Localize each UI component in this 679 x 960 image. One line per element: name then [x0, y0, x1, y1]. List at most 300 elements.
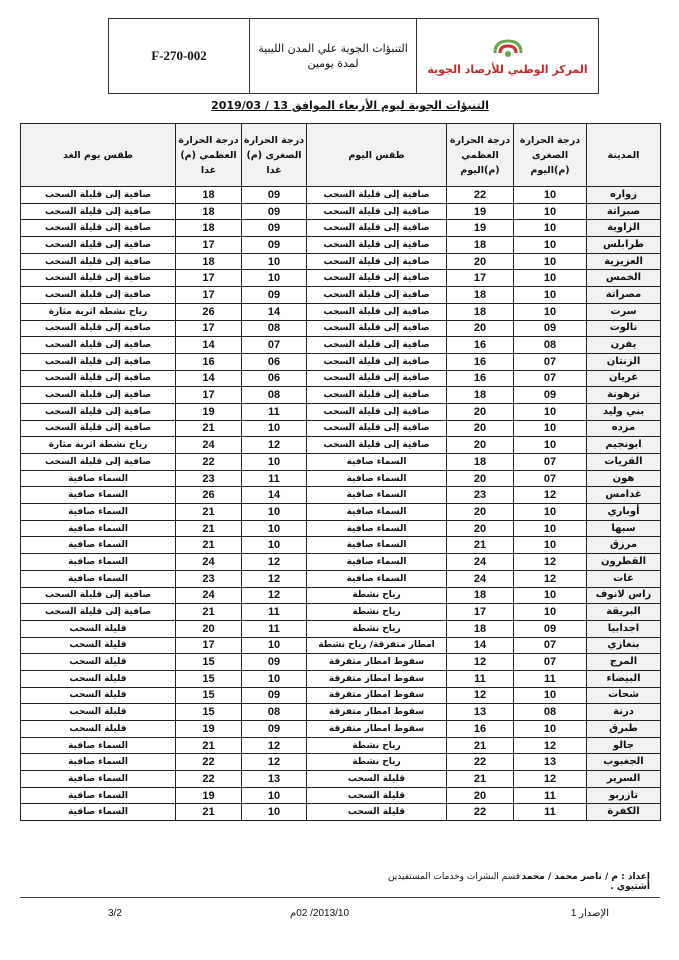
table-row: [21, 337, 661, 354]
row-min-tomorrow: 12: [242, 437, 307, 454]
row-min-tomorrow: 12: [242, 587, 307, 604]
row-min-today: 08: [514, 337, 587, 354]
row-max-today: 20: [447, 504, 514, 521]
row-city: العزيزية: [587, 253, 661, 270]
row-max-tomorrow: 17: [176, 270, 242, 287]
row-max-today: 22: [447, 187, 514, 204]
prepared-by: [190, 872, 650, 892]
row-min-tomorrow: 09: [242, 187, 307, 204]
table-row: [21, 470, 661, 487]
table-row: [21, 187, 661, 204]
row-min-today: 09: [514, 320, 587, 337]
row-max-today: 20: [447, 403, 514, 420]
table-row: [21, 504, 661, 521]
row-weather-tomorrow: رياح نشطة اثربة مثارة: [21, 303, 176, 320]
row-max-tomorrow: 15: [176, 687, 242, 704]
row-min-today: 12: [514, 487, 587, 504]
row-min-tomorrow: 12: [242, 737, 307, 754]
row-max-tomorrow: 14: [176, 337, 242, 354]
row-min-today: 10: [514, 253, 587, 270]
col-max-today: درجة الحرارة العظمي (م)اليوم: [447, 124, 514, 187]
row-min-tomorrow: 10: [242, 253, 307, 270]
row-weather-today: صافية إلى قليلة السحب: [307, 270, 447, 287]
row-min-tomorrow: 06: [242, 353, 307, 370]
row-max-today: 11: [447, 670, 514, 687]
row-max-today: 17: [447, 270, 514, 287]
row-weather-today: السماء صافية: [307, 537, 447, 554]
row-min-today: 13: [514, 754, 587, 771]
row-city: زواره: [587, 187, 661, 204]
row-max-tomorrow: 16: [176, 353, 242, 370]
row-min-today: 12: [514, 771, 587, 788]
table-row: [21, 637, 661, 654]
row-min-today: 11: [514, 787, 587, 804]
department-label: قسم النشرات وخدمات المستفيدين: [387, 872, 520, 882]
issue-date: 2013/10/ 02م: [290, 908, 350, 919]
table-row: [21, 487, 661, 504]
row-max-today: 20: [447, 437, 514, 454]
row-weather-today: رياح نشطة: [307, 587, 447, 604]
row-max-tomorrow: 18: [176, 187, 242, 204]
row-min-today: 07: [514, 637, 587, 654]
row-min-tomorrow: 09: [242, 687, 307, 704]
row-city: جالو: [587, 737, 661, 754]
row-min-tomorrow: 10: [242, 537, 307, 554]
col-min-today: درجة الحرارة الصغرى (م)اليوم: [514, 124, 587, 187]
row-min-tomorrow: 09: [242, 721, 307, 738]
table-row: [21, 203, 661, 220]
row-max-tomorrow: 20: [176, 620, 242, 637]
row-min-today: 10: [514, 504, 587, 521]
table-row: [21, 320, 661, 337]
table-row: [21, 620, 661, 637]
row-weather-tomorrow: قليلة السحب: [21, 687, 176, 704]
footer-divider: [20, 897, 660, 898]
row-min-today: 07: [514, 353, 587, 370]
row-weather-tomorrow: صافية إلى قليلة السحب: [21, 387, 176, 404]
row-min-tomorrow: 10: [242, 804, 307, 821]
table-row: [21, 670, 661, 687]
row-max-tomorrow: 19: [176, 403, 242, 420]
row-min-today: 10: [514, 303, 587, 320]
row-max-tomorrow: 21: [176, 537, 242, 554]
row-max-tomorrow: 19: [176, 787, 242, 804]
row-city: صبراتة: [587, 203, 661, 220]
row-weather-tomorrow: صافية إلى قليلة السحب: [21, 370, 176, 387]
row-city: سبها: [587, 520, 661, 537]
row-city: طرابلس: [587, 237, 661, 254]
row-weather-tomorrow: قليلة السحب: [21, 704, 176, 721]
row-city: غريان: [587, 370, 661, 387]
row-weather-tomorrow: صافية إلى قليلة السحب: [21, 454, 176, 471]
row-weather-today: صافية إلى قليلة السحب: [307, 203, 447, 220]
row-max-today: 18: [447, 287, 514, 304]
row-weather-tomorrow: السماء صافية: [21, 470, 176, 487]
row-max-today: 12: [447, 687, 514, 704]
row-city: نالوت: [587, 320, 661, 337]
row-weather-today: صافية إلى قليلة السحب: [307, 187, 447, 204]
row-weather-today: سقوط امطار متفرقة: [307, 687, 447, 704]
row-min-today: 10: [514, 237, 587, 254]
row-min-today: 07: [514, 370, 587, 387]
row-city: شحات: [587, 687, 661, 704]
row-city: القريات: [587, 454, 661, 471]
row-max-tomorrow: 17: [176, 387, 242, 404]
row-max-tomorrow: 21: [176, 804, 242, 821]
row-max-today: 18: [447, 237, 514, 254]
row-weather-today: صافية إلى قليلة السحب: [307, 320, 447, 337]
row-weather-tomorrow: السماء صافية: [21, 754, 176, 771]
row-weather-tomorrow: صافية إلى قليلة السحب: [21, 203, 176, 220]
row-weather-tomorrow: قليلة السحب: [21, 637, 176, 654]
row-weather-today: رياح نشطة: [307, 620, 447, 637]
row-weather-tomorrow: السماء صافية: [21, 487, 176, 504]
col-min-tomorrow: درجة الحرارة الصغرى (م) غدا: [242, 124, 307, 187]
table-row: [21, 287, 661, 304]
row-min-tomorrow: 10: [242, 637, 307, 654]
row-min-tomorrow: 12: [242, 754, 307, 771]
subject-line-1: التنبؤات الجوية علي المدن الليبية: [258, 42, 408, 55]
row-city: سرت: [587, 303, 661, 320]
row-max-tomorrow: 14: [176, 370, 242, 387]
row-max-tomorrow: 21: [176, 520, 242, 537]
row-max-tomorrow: 17: [176, 320, 242, 337]
row-city: اجدابيا: [587, 620, 661, 637]
page-number: 3/2: [108, 908, 122, 919]
row-min-today: 07: [514, 454, 587, 471]
row-min-today: 10: [514, 187, 587, 204]
row-city: البريقة: [587, 604, 661, 621]
row-weather-today: صافية إلى قليلة السحب: [307, 287, 447, 304]
table-row: [21, 303, 661, 320]
table-row: [21, 253, 661, 270]
row-max-today: 16: [447, 721, 514, 738]
row-city: أوباري: [587, 504, 661, 521]
row-weather-today: السماء صافية: [307, 487, 447, 504]
row-min-tomorrow: 08: [242, 387, 307, 404]
row-min-today: 10: [514, 587, 587, 604]
row-min-today: 12: [514, 737, 587, 754]
row-weather-today: رياح نشطة: [307, 604, 447, 621]
row-max-today: 20: [447, 520, 514, 537]
row-weather-tomorrow: صافية إلى قليلة السحب: [21, 420, 176, 437]
row-max-tomorrow: 22: [176, 754, 242, 771]
row-max-today: 18: [447, 303, 514, 320]
row-weather-tomorrow: السماء صافية: [21, 771, 176, 788]
row-weather-tomorrow: صافية إلى قليلة السحب: [21, 587, 176, 604]
table-row: [21, 520, 661, 537]
prepared-by-label: إعداد : م / ناصر محمد / محمد أشتيوي .: [521, 872, 650, 892]
row-min-tomorrow: 11: [242, 403, 307, 420]
row-min-tomorrow: 10: [242, 420, 307, 437]
row-city: السرير: [587, 771, 661, 788]
table-row: [21, 387, 661, 404]
row-city: الخمس: [587, 270, 661, 287]
row-max-tomorrow: 18: [176, 220, 242, 237]
row-min-tomorrow: 10: [242, 504, 307, 521]
subject-line-2: لمدة يومين: [307, 57, 359, 70]
row-weather-tomorrow: السماء صافية: [21, 554, 176, 571]
row-weather-today: السماء صافية: [307, 520, 447, 537]
row-max-tomorrow: 22: [176, 771, 242, 788]
row-max-tomorrow: 21: [176, 737, 242, 754]
row-min-tomorrow: 10: [242, 454, 307, 471]
row-city: ترهونة: [587, 387, 661, 404]
row-min-tomorrow: 12: [242, 554, 307, 571]
row-weather-today: صافية إلى قليلة السحب: [307, 437, 447, 454]
row-min-today: 08: [514, 704, 587, 721]
row-city: مزده: [587, 420, 661, 437]
col-max-tomorrow: درجة الحرارة العظمي (م) غدا: [176, 124, 242, 187]
row-max-today: 22: [447, 754, 514, 771]
row-max-today: 24: [447, 554, 514, 571]
row-min-today: 07: [514, 470, 587, 487]
page-title: التنبؤات الجوية ليوم الأربعاء الموافق 13 / 2019/03: [211, 99, 489, 112]
row-max-today: 16: [447, 337, 514, 354]
row-weather-today: سقوط امطار متفرقة: [307, 654, 447, 671]
row-weather-tomorrow: صافية إلى قليلة السحب: [21, 353, 176, 370]
row-min-tomorrow: 09: [242, 287, 307, 304]
row-max-today: 21: [447, 537, 514, 554]
row-max-today: 18: [447, 454, 514, 471]
row-city: ابونجيم: [587, 437, 661, 454]
table-row: [21, 454, 661, 471]
row-weather-tomorrow: السماء صافية: [21, 570, 176, 587]
row-city: الجغبوب: [587, 754, 661, 771]
table-row: [21, 787, 661, 804]
row-max-tomorrow: 24: [176, 587, 242, 604]
row-max-today: 20: [447, 253, 514, 270]
row-weather-tomorrow: قليلة السحب: [21, 654, 176, 671]
table-row: [21, 554, 661, 571]
row-weather-today: صافية إلى قليلة السحب: [307, 387, 447, 404]
row-weather-tomorrow: السماء صافية: [21, 804, 176, 821]
row-weather-today: صافية إلى قليلة السحب: [307, 253, 447, 270]
row-weather-tomorrow: رياح نشطة اثربة مثارة: [21, 437, 176, 454]
row-city: راس لانوف: [587, 587, 661, 604]
row-weather-today: قليلة السحب: [307, 787, 447, 804]
row-weather-today: امطار متفرقة/ رياح نشطة: [307, 637, 447, 654]
row-city: بني وليد: [587, 403, 661, 420]
row-min-tomorrow: 10: [242, 270, 307, 287]
row-max-today: 22: [447, 804, 514, 821]
row-city: طبرق: [587, 721, 661, 738]
row-weather-tomorrow: صافية إلى قليلة السحب: [21, 403, 176, 420]
row-min-today: 10: [514, 420, 587, 437]
row-min-tomorrow: 10: [242, 670, 307, 687]
row-max-today: 18: [447, 387, 514, 404]
row-weather-tomorrow: صافية إلى قليلة السحب: [21, 270, 176, 287]
form-code: F-270-002: [151, 48, 207, 63]
row-min-tomorrow: 11: [242, 470, 307, 487]
edition-label: الإصدار 1: [570, 908, 609, 919]
row-min-today: 10: [514, 520, 587, 537]
row-max-tomorrow: 17: [176, 637, 242, 654]
row-max-today: 18: [447, 620, 514, 637]
row-weather-tomorrow: صافية إلى قليلة السحب: [21, 220, 176, 237]
row-weather-today: صافية إلى قليلة السحب: [307, 237, 447, 254]
row-max-tomorrow: 21: [176, 504, 242, 521]
row-weather-today: صافية إلى قليلة السحب: [307, 220, 447, 237]
row-min-tomorrow: 08: [242, 704, 307, 721]
row-max-today: 21: [447, 771, 514, 788]
row-city: غات: [587, 570, 661, 587]
table-row: [21, 220, 661, 237]
row-weather-today: صافية إلى قليلة السحب: [307, 303, 447, 320]
table-row: [21, 721, 661, 738]
row-min-today: 10: [514, 604, 587, 621]
row-min-today: 10: [514, 721, 587, 738]
row-weather-today: صافية إلى قليلة السحب: [307, 403, 447, 420]
table-row: [21, 737, 661, 754]
row-weather-tomorrow: صافية إلى قليلة السحب: [21, 320, 176, 337]
row-max-today: 12: [447, 654, 514, 671]
row-weather-today: السماء صافية: [307, 554, 447, 571]
row-min-tomorrow: 13: [242, 771, 307, 788]
row-weather-tomorrow: قليلة السحب: [21, 620, 176, 637]
row-city: القطرون: [587, 554, 661, 571]
row-min-tomorrow: 14: [242, 303, 307, 320]
row-weather-tomorrow: صافية إلى قليلة السحب: [21, 604, 176, 621]
table-row: [21, 771, 661, 788]
row-weather-tomorrow: صافية إلى قليلة السحب: [21, 237, 176, 254]
row-max-tomorrow: 15: [176, 704, 242, 721]
row-weather-tomorrow: صافية إلى قليلة السحب: [21, 187, 176, 204]
row-weather-tomorrow: صافية إلى قليلة السحب: [21, 337, 176, 354]
row-weather-tomorrow: قليلة السحب: [21, 670, 176, 687]
row-city: مصراتة: [587, 287, 661, 304]
row-weather-tomorrow: صافية إلى قليلة السحب: [21, 253, 176, 270]
row-max-today: 16: [447, 353, 514, 370]
table-row: [21, 570, 661, 587]
row-min-tomorrow: 11: [242, 620, 307, 637]
row-weather-tomorrow: السماء صافية: [21, 520, 176, 537]
row-max-tomorrow: 24: [176, 437, 242, 454]
row-weather-today: السماء صافية: [307, 570, 447, 587]
row-weather-today: السماء صافية: [307, 504, 447, 521]
row-max-tomorrow: 17: [176, 287, 242, 304]
table-row: [21, 403, 661, 420]
row-max-today: 24: [447, 570, 514, 587]
row-weather-today: قليلة السحب: [307, 804, 447, 821]
meteorology-logo-icon: [491, 37, 525, 59]
row-min-tomorrow: 08: [242, 320, 307, 337]
table-row: [21, 587, 661, 604]
row-weather-today: صافية إلى قليلة السحب: [307, 420, 447, 437]
row-weather-tomorrow: السماء صافية: [21, 537, 176, 554]
row-weather-today: صافية إلى قليلة السحب: [307, 353, 447, 370]
row-min-tomorrow: 09: [242, 237, 307, 254]
row-max-today: 19: [447, 220, 514, 237]
table-row: [21, 370, 661, 387]
row-min-today: 10: [514, 270, 587, 287]
row-max-today: 18: [447, 587, 514, 604]
row-max-today: 14: [447, 637, 514, 654]
row-city: بنغازي: [587, 637, 661, 654]
row-weather-today: صافية إلى قليلة السحب: [307, 370, 447, 387]
row-city: الكفرة: [587, 804, 661, 821]
row-min-today: 10: [514, 403, 587, 420]
row-max-today: 20: [447, 470, 514, 487]
row-city: البيضاء: [587, 670, 661, 687]
row-max-tomorrow: 26: [176, 303, 242, 320]
row-max-tomorrow: 18: [176, 253, 242, 270]
row-min-tomorrow: 07: [242, 337, 307, 354]
row-min-tomorrow: 09: [242, 220, 307, 237]
table-row: [21, 537, 661, 554]
row-weather-today: سقوط امطار متفرقة: [307, 721, 447, 738]
row-min-tomorrow: 12: [242, 570, 307, 587]
row-min-today: 10: [514, 220, 587, 237]
row-weather-today: سقوط امطار متفرقة: [307, 670, 447, 687]
table-row: [21, 353, 661, 370]
organization-block: [416, 19, 598, 93]
row-weather-today: السماء صافية: [307, 470, 447, 487]
row-max-today: 20: [447, 420, 514, 437]
row-min-today: 11: [514, 804, 587, 821]
row-min-tomorrow: 09: [242, 654, 307, 671]
row-max-today: 17: [447, 604, 514, 621]
row-max-tomorrow: 21: [176, 420, 242, 437]
row-max-today: 23: [447, 487, 514, 504]
table-row: [21, 754, 661, 771]
row-min-today: 10: [514, 287, 587, 304]
table-row: [21, 420, 661, 437]
row-max-tomorrow: 17: [176, 237, 242, 254]
row-max-today: 16: [447, 370, 514, 387]
row-city: تازربو: [587, 787, 661, 804]
row-min-tomorrow: 11: [242, 604, 307, 621]
table-row: [21, 704, 661, 721]
row-min-today: 07: [514, 654, 587, 671]
row-min-today: 09: [514, 620, 587, 637]
row-city: الزنتان: [587, 353, 661, 370]
table-row: [21, 270, 661, 287]
row-max-today: 21: [447, 737, 514, 754]
row-max-tomorrow: 24: [176, 554, 242, 571]
table-row: [21, 804, 661, 821]
row-min-today: 12: [514, 554, 587, 571]
row-min-tomorrow: 14: [242, 487, 307, 504]
row-weather-tomorrow: قليلة السحب: [21, 721, 176, 738]
row-weather-tomorrow: السماء صافية: [21, 737, 176, 754]
row-city: المرج: [587, 654, 661, 671]
row-min-today: 10: [514, 203, 587, 220]
row-max-tomorrow: 19: [176, 721, 242, 738]
row-weather-today: قليلة السحب: [307, 771, 447, 788]
col-city: المدينة: [587, 124, 661, 187]
row-min-today: 10: [514, 687, 587, 704]
row-max-today: 13: [447, 704, 514, 721]
row-min-today: 12: [514, 570, 587, 587]
row-weather-tomorrow: السماء صافية: [21, 787, 176, 804]
col-weather-today: طقس اليوم: [307, 124, 447, 187]
table-row: [21, 437, 661, 454]
table-row: [21, 654, 661, 671]
organization-name: المركز الوطني للأرصاد الجوية: [427, 62, 588, 76]
row-max-tomorrow: 26: [176, 487, 242, 504]
row-min-tomorrow: 10: [242, 520, 307, 537]
col-weather-tomorrow: طقس يوم الغد: [21, 124, 176, 187]
row-city: هون: [587, 470, 661, 487]
row-min-tomorrow: 06: [242, 370, 307, 387]
row-max-tomorrow: 15: [176, 654, 242, 671]
row-max-today: 19: [447, 203, 514, 220]
row-city: يفرن: [587, 337, 661, 354]
row-weather-tomorrow: السماء صافية: [21, 504, 176, 521]
row-max-tomorrow: 22: [176, 454, 242, 471]
row-weather-today: رياح نشطة: [307, 737, 447, 754]
